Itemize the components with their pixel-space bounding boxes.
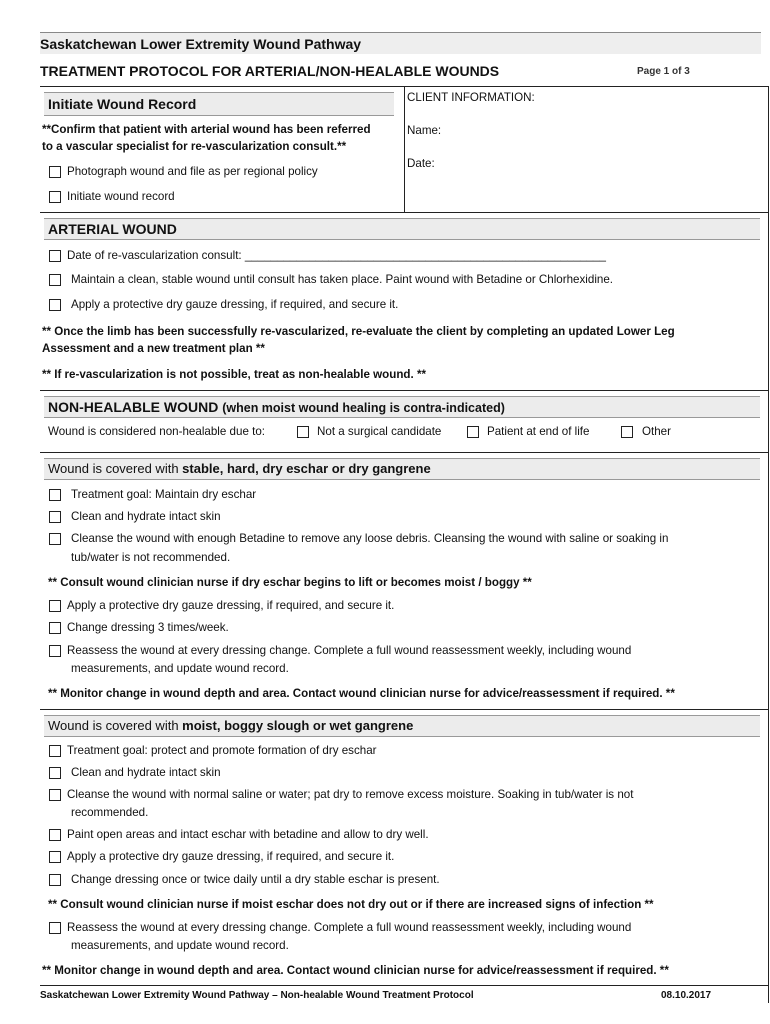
photograph-wound-label: Photograph wound and file as per regional policy [67, 165, 318, 178]
dry-clean-label: Clean and hydrate intact skin [71, 510, 221, 523]
confirm-note-line2: to a vascular specialist for re-vascularization consult.** [42, 140, 347, 153]
initiate-record-checkbox[interactable] [49, 191, 61, 203]
initiate-record-label: Initiate wound record [67, 190, 175, 203]
nonhealable-title-suffix: (when moist wound healing is contra-indicated) [222, 401, 505, 415]
client-info-title: CLIENT INFORMATION: [407, 91, 535, 104]
end-of-life-label: Patient at end of life [487, 425, 590, 438]
dry-cleanse-continuation: tub/water is not recommended. [71, 551, 231, 564]
dry-cleanse-checkbox[interactable] [49, 533, 61, 545]
form-right-border [768, 86, 769, 1003]
section-divider [40, 390, 769, 391]
dry-cleanse-label: Cleanse the wound with enough Betadine to remove any loose debris. Cleansing the wound with saline or soaking in [71, 532, 669, 545]
protocol-title: TREATMENT PROTOCOL FOR ARTERIAL/NON-HEALABLE WOUNDS [40, 63, 500, 79]
moist-apply-dressing-checkbox[interactable] [49, 851, 61, 863]
dry-heading-bold: stable, hard, dry eschar or dry gangrene [182, 461, 431, 476]
initiate-title: Initiate Wound Record [48, 96, 197, 112]
moist-monitor-note: ** Monitor change in wound depth and area. Contact wound clinician nurse for advice/reassessment if required. ** [42, 964, 669, 977]
nonhealable-title [48, 399, 505, 415]
dry-reassess-checkbox[interactable] [49, 645, 61, 657]
revasc-date-label: Date of re-vascularization consult: ________________________________________________________ [67, 249, 606, 262]
footer-rule [40, 985, 769, 986]
section-divider [40, 452, 769, 453]
section-divider [40, 709, 769, 710]
page-number: Page 1 of 3 [637, 66, 690, 77]
moist-heading-bold: moist, boggy slough or wet gangrene [182, 718, 414, 733]
dry-goal-label: Treatment goal: Maintain dry eschar [71, 488, 257, 501]
moist-reassess-continuation: measurements, and update wound record. [71, 939, 289, 952]
dry-apply-dressing-checkbox[interactable] [49, 600, 61, 612]
arterial-title: ARTERIAL WOUND [48, 221, 177, 237]
header-rule [40, 32, 761, 33]
nonhealable-due-label: Wound is considered non-healable due to: [48, 425, 265, 438]
moist-heading-prefix: Wound is covered with [48, 718, 183, 733]
maintain-wound-label: Maintain a clean, stable wound until consult has taken place. Paint wound with Betadine or Chlorhexidine. [71, 273, 614, 286]
moist-cleanse-checkbox[interactable] [49, 789, 61, 801]
dry-reassess-label: Reassess the wound at every dressing change. Complete a full wound reassessment weekly, including wound [67, 644, 632, 657]
nonhealable-title-main: NON-HEALABLE WOUND [48, 399, 219, 415]
moist-clean-checkbox[interactable] [49, 767, 61, 779]
moist-goal-label: Treatment goal: protect and promote formation of dry eschar [67, 744, 377, 757]
moist-heading [48, 717, 413, 734]
moist-reassess-checkbox[interactable] [49, 922, 61, 934]
not-surgical-candidate-label: Not a surgical candidate [317, 425, 442, 438]
dry-change-dressing-label: Change dressing 3 times/week. [67, 621, 229, 634]
moist-paint-label: Paint open areas and intact eschar with betadine and allow to dry well. [67, 828, 429, 841]
dry-apply-dressing-label: Apply a protective dry gauze dressing, if required, and secure it. [67, 599, 395, 612]
moist-clean-label: Clean and hydrate intact skin [71, 766, 221, 779]
moist-consult-note: ** Consult wound clinician nurse if moist eschar does not dry out or if there are increased signs of infection ** [48, 898, 654, 911]
other-reason-label: Other [642, 425, 671, 438]
moist-paint-checkbox[interactable] [49, 829, 61, 841]
moist-change-dressing-checkbox[interactable] [49, 874, 61, 886]
moist-change-dressing-label: Change dressing once or twice daily until a dry stable eschar is present. [71, 873, 440, 886]
dry-clean-checkbox[interactable] [49, 511, 61, 523]
dry-reassess-continuation: measurements, and update wound record. [71, 662, 289, 675]
revasc-note-line2: Assessment and a new treatment plan ** [42, 342, 265, 355]
client-date-label: Date: [407, 157, 435, 170]
client-name-label: Name: [407, 124, 442, 137]
apply-dressing-label: Apply a protective dry gauze dressing, if required, and secure it. [71, 298, 399, 311]
dry-change-dressing-checkbox[interactable] [49, 622, 61, 634]
photograph-wound-checkbox[interactable] [49, 166, 61, 178]
apply-dressing-checkbox[interactable] [49, 299, 61, 311]
moist-goal-checkbox[interactable] [49, 745, 61, 757]
dry-heading-prefix: Wound is covered with [48, 461, 183, 476]
dry-monitor-note: ** Monitor change in wound depth and area. Contact wound clinician nurse for advice/reassessment if required. ** [48, 687, 675, 700]
footer-date: 08.10.2017 [661, 990, 712, 1001]
revasc-note-line1: ** Once the limb has been successfully re-vascularized, re-evaluate the client by completing an updated Lower Leg [42, 325, 675, 338]
moist-cleanse-label: Cleanse the wound with normal saline or water; pat dry to remove excess moisture. Soaking in tub/water is not [67, 788, 634, 801]
not-surgical-candidate-checkbox[interactable] [297, 426, 309, 438]
end-of-life-checkbox[interactable] [467, 426, 479, 438]
maintain-wound-checkbox[interactable] [49, 274, 61, 286]
moist-reassess-label: Reassess the wound at every dressing change. Complete a full wound reassessment weekly, including wound [67, 921, 632, 934]
pathway-title: Saskatchewan Lower Extremity Wound Pathway [40, 36, 362, 52]
confirm-note-line1: **Confirm that patient with arterial wound has been referred [42, 123, 371, 136]
section-divider [40, 212, 769, 213]
other-reason-checkbox[interactable] [621, 426, 633, 438]
moist-cleanse-continuation: recommended. [71, 806, 149, 819]
footer-title: Saskatchewan Lower Extremity Wound Pathway – Non-healable Wound Treatment Protocol [40, 990, 474, 1001]
client-info-divider [404, 86, 405, 212]
dry-goal-checkbox[interactable] [49, 489, 61, 501]
revasc-impossible-note: ** If re-vascularization is not possible, treat as non-healable wound. ** [42, 368, 426, 381]
revasc-date-checkbox[interactable] [49, 250, 61, 262]
dry-consult-note: ** Consult wound clinician nurse if dry eschar begins to lift or becomes moist / boggy ** [48, 576, 532, 589]
dry-heading [48, 460, 431, 477]
moist-apply-dressing-label: Apply a protective dry gauze dressing, if required, and secure it. [67, 850, 395, 863]
